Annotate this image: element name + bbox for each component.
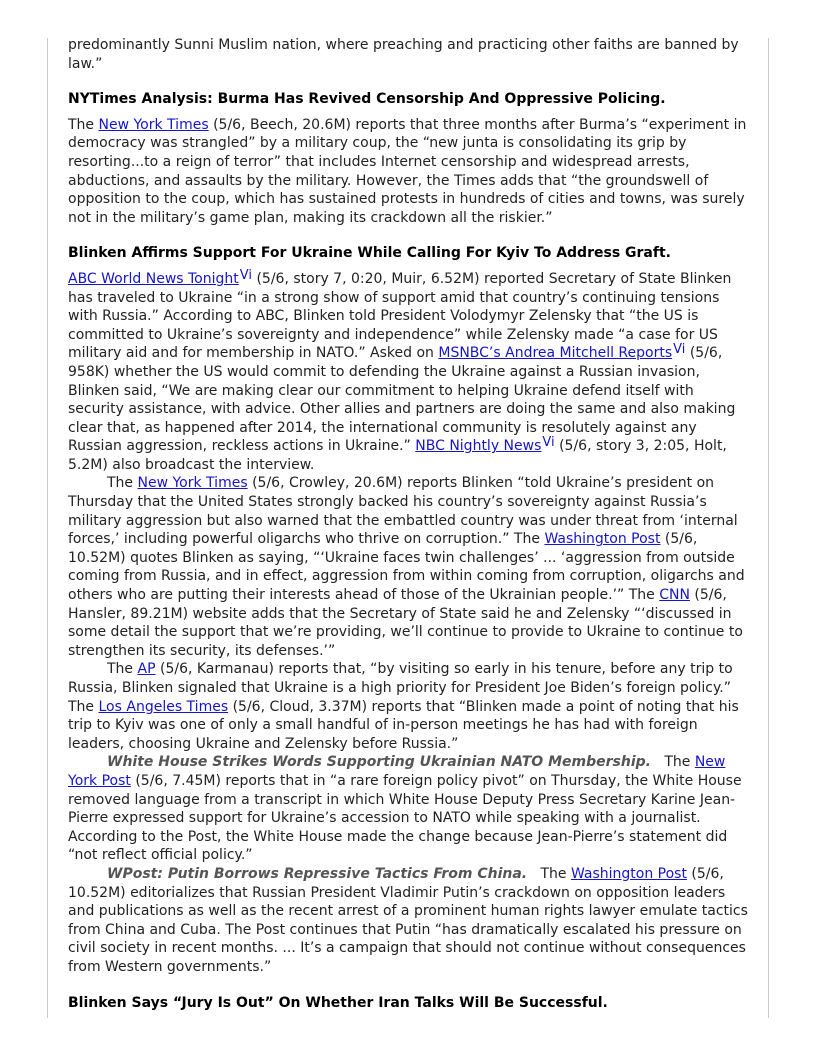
link-new-york-times[interactable]: New York Times xyxy=(137,475,248,492)
article-content xyxy=(68,36,750,1012)
link-washington-post[interactable]: Washington Post xyxy=(544,531,661,548)
paragraph-burma: The New York Times (5/6, Beech, 20.6M) reports that three months after Burma’s “experiment in democracy was strangled” by a military coup, the “new junta is consolidating its grip by resorting...to a reign of terror” that includes Internet censorship and widespread arrests, abductions, and assaults by the military. However, the Times adds that “the groundswell of opposition to the coup, which has sustained protests in hundreds of cities and towns, was surely not in the military’s game plan, making its crackdown all the riskier.” xyxy=(68,116,747,226)
paragraph-ap-la-times: The AP (5/6, Karmanau) reports that, “by visiting so early in his tenure, before any trip to Russia, Blinken signaled that Ukraine is a high priority for President Joe Biden’s foreign policy.” The Los Angeles Times (5/6, Cloud, 3.37M) reports that “Blinken made a point of noting that his trip to Kyiv was one of only a small handful of in-person meetings he has had with foreign leaders, choosing Ukraine and Zelensky before Russia.” xyxy=(68,661,739,752)
video-icon[interactable]: Vi xyxy=(239,267,252,283)
link-new-york-post[interactable]: New York Post xyxy=(68,754,726,789)
headline-burma: NYTimes Analysis: Burma Has Revived Censorship And Oppressive Policing. xyxy=(68,91,666,108)
paragraph-putin-tactics: WPost: Putin Borrows Repressive Tactics From China. The Washington Post (5/6, 10.52M) editorializes that Russian President Vladimir Putin’s crackdown on opposition leaders and publications as well as the recent arrest of a prominent human rights lawyer emulate tactics from China and Cuba. The Post continues that Putin “has dramatically escalated his pressure on civil society in recent months. ... It’s a campaign that should not continue without consequences from Western governments.” xyxy=(68,865,748,975)
link-cnn[interactable]: CNN xyxy=(659,587,690,604)
subheadline-white-house: White House Strikes Words Supporting Ukrainian NATO Membership. xyxy=(107,754,651,771)
paragraph-nyt-wapo-cnn: The New York Times (5/6, Crowley, 20.6M) reports Blinken “told Ukraine’s president on Thursday that the United States strongly backed his country’s sovereignty against Russia’s military aggression but also warned that the embattled country was under threat from ‘internal forces,’ including powerful oligarchs who thrive on corruption.” The Washington Post (5/6, 10.52M) quotes Blinken as saying, “‘Ukraine faces twin challenges’ ... ‘aggression from outside coming from Russia, and in effect, aggression from within coming from corruption, oligarchs and others who are putting their interests ahead of those of the Ukrainian people.’” The CNN (5/6, Hansler, 89.21M) website adds that the Secretary of State said he and Zelensky “‘discussed in some detail the support that we’re providing, we’ll continue to provide to Ukraine to continue to strengthen its security, its defenses.’” xyxy=(68,475,745,659)
paragraph-broadcast: ABC World News Tonight$^{Vi}$ (5/6, story 7, 0:20, Muir, 6.52M) reported Secretary of State Blinken has traveled to Ukraine “in a strong show of support amid that country’s continuing tensions with Russia.” According to ABC, Blinken told President Volodymyr Zelensky that “the US is committed to Ukraine’s sovereignty and independence” while Zelensky made “a case for US military aid and for membership in NATO.” Asked on MSNBC’s Andrea Mitchell Reports$^{Vi}$ (5/6, 958K) whether the US would commit to defending the Ukraine against a Russian invasion, Blinken said, “We are making clear our commitment to helping Ukraine defend itself with security assistance, with advice. Other allies and partners are doing the same and also making clear that, as happened after 2014, the international community is resolutely against any Russian aggression, reckless actions in Ukraine.” NBC Nightly News$^{Vi}$ (5/6, story 3, 2:05, Holt, 5.2M) also broadcast the interview. xyxy=(68,267,736,473)
headline-blinken-ukraine: Blinken Affirms Support For Ukraine While Calling For Kyiv To Address Graft. xyxy=(68,245,671,262)
link-nbc-nightly-news[interactable]: NBC Nightly News xyxy=(415,438,542,455)
video-icon[interactable]: Vi xyxy=(542,435,555,451)
link-msnbc-andrea-mitchell-reports[interactable]: MSNBC’s Andrea Mitchell Reports xyxy=(438,345,673,362)
link-los-angeles-times[interactable]: Los Angeles Times xyxy=(98,698,229,715)
subheadline-wpost-putin: WPost: Putin Borrows Repressive Tactics From China. xyxy=(107,865,528,882)
right-margin-rule xyxy=(768,38,769,1018)
headline-iran-talks: Blinken Says “Jury Is Out” On Whether Iran Talks Will Be Successful. xyxy=(68,994,608,1011)
continued-paragraph: predominantly Sunni Muslim nation, where preaching and practicing other faiths are banned by law.” xyxy=(68,37,739,72)
video-icon[interactable]: Vi xyxy=(673,342,686,358)
link-abc-world-news-tonight[interactable]: ABC World News Tonight xyxy=(68,270,239,287)
left-margin-rule xyxy=(47,38,48,1018)
link-washington-post[interactable]: Washington Post xyxy=(570,865,687,882)
link-new-york-times[interactable]: New York Times xyxy=(98,116,209,133)
link-ap[interactable]: AP xyxy=(137,661,156,678)
paragraph-white-house-nato: White House Strikes Words Supporting Ukrainian NATO Membership. The New York Post (5/6, 7.45M) reports that in “a rare foreign policy pivot” on Thursday, the White House removed language from a transcript in which White House Deputy Press Secretary Karine Jean-Pierre expressed support for Ukraine’s accession to NATO while speaking with a journalist. According to the Post, the White House made the change because Jean-Pierre’s statement did “not reflect official policy.” xyxy=(68,754,742,864)
